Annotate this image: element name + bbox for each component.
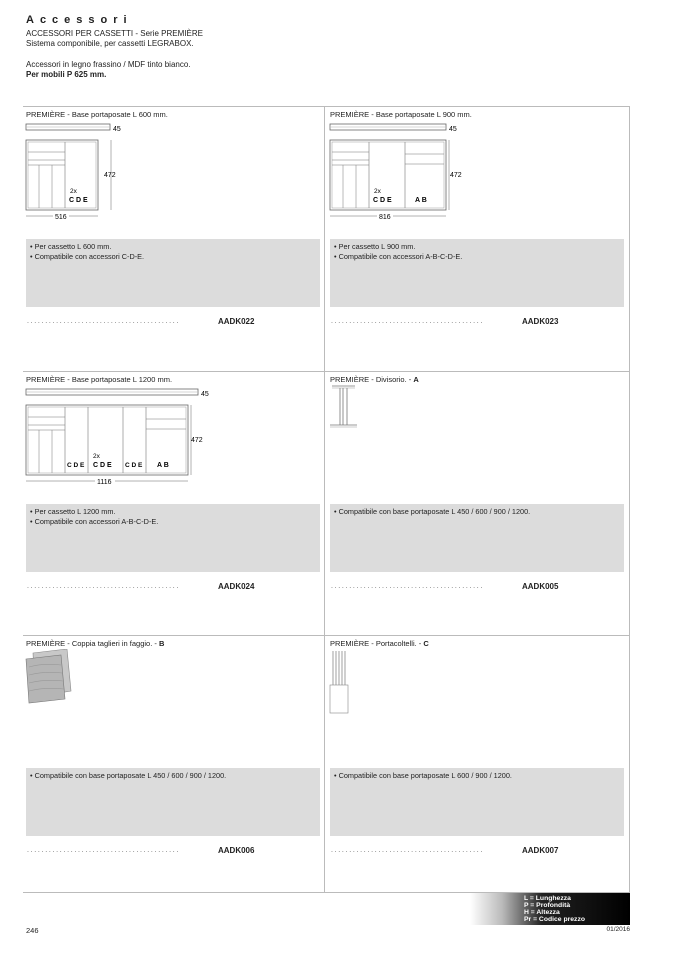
drawing-base-900 xyxy=(327,120,627,230)
label-cde: C D E xyxy=(67,462,85,469)
legend-item: L = Lunghezza xyxy=(524,895,571,902)
label-ab: A B xyxy=(157,462,169,469)
bullet-item: • Per cassetto L 900 mm. xyxy=(334,242,416,251)
product-code: AADK006 xyxy=(218,846,255,855)
info-box xyxy=(26,768,320,836)
product-grid xyxy=(23,106,630,893)
dot-leader: .......................................... xyxy=(331,318,485,325)
info-box xyxy=(26,239,320,307)
grid-divider xyxy=(324,106,325,893)
product-card xyxy=(23,635,324,899)
product-code: AADK022 xyxy=(218,317,255,326)
product-code: AADK005 xyxy=(522,582,559,591)
divider-image xyxy=(327,385,387,445)
label-2x: 2x xyxy=(70,188,77,195)
info-box xyxy=(330,239,624,307)
dot-leader: .......................................... xyxy=(27,583,181,590)
dim-height: 45 xyxy=(201,391,209,398)
product-code: AADK024 xyxy=(218,582,255,591)
product-card xyxy=(327,371,628,635)
legend-item: H = Altezza xyxy=(524,909,560,916)
bullet-item: • Compatibile con base portaposate L 450 / 600 / 900 / 1200. xyxy=(30,771,227,780)
label-cde: C D E xyxy=(93,462,112,469)
dot-leader: .......................................... xyxy=(331,583,485,590)
dot-leader: .......................................... xyxy=(27,847,181,854)
info-box xyxy=(330,768,624,836)
label-2x: 2x xyxy=(93,453,100,460)
drawing-base-1200 xyxy=(23,385,323,495)
product-title: PREMIÈRE - Portacoltelli. - C xyxy=(330,639,429,648)
info-box xyxy=(330,504,624,572)
label-cde: C D E xyxy=(69,197,88,204)
dim-height: 45 xyxy=(113,126,121,133)
legend-item: P = Profondità xyxy=(524,902,571,909)
dot-leader: .......................................... xyxy=(27,318,181,325)
bullet-item: • Per cassetto L 1200 mm. xyxy=(30,507,116,516)
dim-width: 516 xyxy=(55,214,67,221)
product-letter: A xyxy=(413,375,419,384)
knife-holder-image xyxy=(327,649,387,719)
dim-depth: 472 xyxy=(104,172,116,179)
bullet-item: • Per cassetto L 600 mm. xyxy=(30,242,112,251)
material-note: Accessori in legno frassino / MDF tinto bianco. xyxy=(26,60,191,69)
product-code: AADK023 xyxy=(522,317,559,326)
page-title: Accessori xyxy=(26,14,133,26)
dot-leader: .......................................... xyxy=(331,847,485,854)
label-cde: C D E xyxy=(373,197,392,204)
page-number: 246 xyxy=(26,926,39,935)
grid-divider xyxy=(629,106,630,893)
cutting-board-image xyxy=(23,649,83,709)
label-cde: C D E xyxy=(125,462,143,469)
dim-height: 45 xyxy=(449,126,457,133)
product-title: PREMIÈRE - Base portaposate L 900 mm. xyxy=(330,110,472,119)
product-card xyxy=(327,106,628,370)
product-title: PREMIÈRE - Base portaposate L 600 mm. xyxy=(26,110,168,119)
bullet-item: • Compatibile con base portaposate L 450 / 600 / 900 / 1200. xyxy=(334,507,531,516)
system-subtitle: Sistema componibile, per cassetti LEGRABOX. xyxy=(26,39,194,48)
product-title: PREMIÈRE - Divisorio. - A xyxy=(330,375,419,384)
info-box xyxy=(26,504,320,572)
furniture-note: Per mobili P 625 mm. xyxy=(26,70,107,79)
dim-depth: 472 xyxy=(191,437,203,444)
product-card xyxy=(23,106,324,370)
product-title: PREMIÈRE - Base portaposate L 1200 mm. xyxy=(26,375,173,384)
product-letter: B xyxy=(158,639,165,648)
product-card xyxy=(23,371,324,635)
legend-item: Pr = Codice prezzo xyxy=(524,916,585,923)
drawing-base-600 xyxy=(23,120,323,230)
label-ab: A B xyxy=(415,197,427,204)
bullet-item: • Compatibile con accessori A-B-C-D-E. xyxy=(30,517,159,526)
dim-width: 816 xyxy=(379,214,391,221)
dim-width: 1116 xyxy=(97,479,112,486)
label-2x: 2x xyxy=(374,188,381,195)
bullet-item: • Compatibile con base portaposate L 600 / 900 / 1200. xyxy=(334,771,512,780)
bullet-item: • Compatibile con accessori A-B-C-D-E. xyxy=(334,252,463,261)
edition-date: 01/2016 xyxy=(606,926,630,933)
dim-depth: 472 xyxy=(450,172,462,179)
abbreviation-legend xyxy=(470,893,630,925)
product-letter: C xyxy=(423,639,429,648)
product-code: AADK007 xyxy=(522,846,559,855)
bullet-item: • Compatibile con accessori C-D-E. xyxy=(30,252,145,261)
series-subtitle: ACCESSORI PER CASSETTI - Serie PREMIÈRE xyxy=(26,29,203,38)
product-title: PREMIÈRE - Coppia taglieri in faggio. - B xyxy=(26,639,165,648)
product-card xyxy=(327,635,628,899)
